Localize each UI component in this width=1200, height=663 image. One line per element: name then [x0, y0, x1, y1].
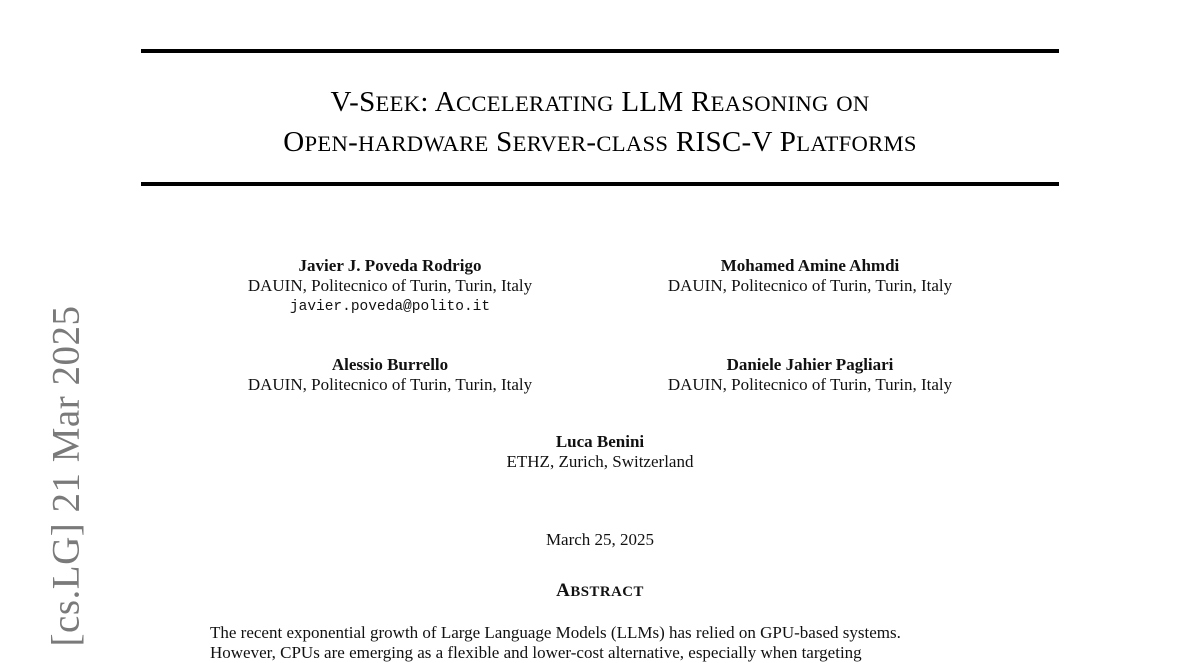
author-affiliation: DAUIN, Politecnico of Turin, Turin, Italy — [247, 375, 533, 394]
author-affiliation: DAUIN, Politecnico of Turin, Turin, Italy — [667, 375, 953, 394]
author-block — [420, 432, 780, 472]
author-affiliation: ETHZ, Zurich, Switzerland — [506, 452, 694, 471]
abstract-text-line: The recent exponential growth of Large Language Models (LLMs) has relied on GPU-based systems. — [210, 623, 901, 642]
author-block — [210, 256, 570, 317]
abstract-text-line: However, CPUs are emerging as a flexible and lower-cost alternative, especially when targeting — [210, 643, 862, 662]
author-name: Luca Benini — [555, 432, 645, 451]
paper-title-line-2: OPEN-HARDWARE SERVER-CLASS RISC-V PLATFORMS — [283, 126, 917, 158]
author-name: Javier J. Poveda Rodrigo — [298, 256, 482, 275]
author-affiliation: DAUIN, Politecnico of Turin, Turin, Italy — [247, 276, 533, 295]
abstract-heading: ABSTRACT — [556, 580, 644, 601]
author-block — [630, 355, 990, 395]
author-affiliation: DAUIN, Politecnico of Turin, Turin, Italy — [667, 276, 953, 295]
author-block — [630, 256, 990, 296]
author-name: Mohamed Amine Ahmdi — [720, 256, 900, 275]
paper-date: March 25, 2025 — [545, 530, 655, 549]
author-name: Daniele Jahier Pagliari — [726, 355, 894, 374]
author-name: Alessio Burrello — [331, 355, 449, 374]
title-bottom-rule — [141, 182, 1059, 186]
paper-title-line-1: V-SEEK: ACCELERATING LLM REASONING ON — [330, 86, 870, 118]
author-email[interactable]: javier.poveda@polito.it — [289, 299, 491, 315]
arxiv-identifier-stamp: [cs.LG] 21 Mar 2025 — [44, 305, 88, 647]
title-top-rule — [141, 49, 1059, 53]
author-block — [210, 355, 570, 395]
